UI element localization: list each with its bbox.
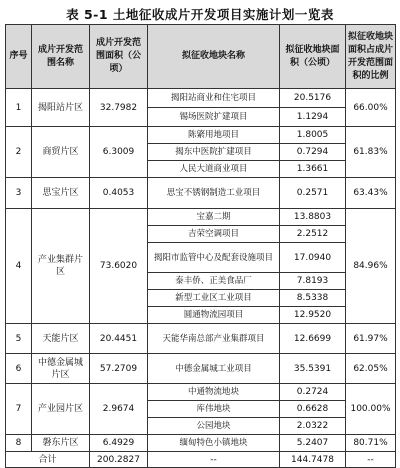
plot-name: 中通物流地块 (148, 384, 280, 401)
plot-area: 0.2724 (280, 384, 346, 401)
row-area: 6.4929 (90, 435, 148, 452)
row-ratio: 80.71% (346, 435, 396, 452)
header-plot-area: 拟征收地块面积（公顷） (280, 25, 346, 89)
row-no: 5 (6, 324, 32, 354)
row-area: 73.6020 (90, 209, 148, 324)
total-plot-area: 144.7478 (280, 452, 346, 468)
row-name: 产业集群片区 (32, 209, 90, 324)
header-no: 序号 (6, 25, 32, 89)
plot-name: 揭东中医院扩建项目 (148, 144, 280, 161)
plot-name: 缅甸特色小镇地块 (148, 435, 280, 452)
row-no: 6 (6, 354, 32, 384)
plot-area: 20.5176 (280, 89, 346, 108)
plot-area: 2.0322 (280, 418, 346, 435)
row-no: 7 (6, 384, 32, 435)
table-row (6, 127, 396, 144)
row-area: 0.4053 (90, 178, 148, 209)
plot-name: 天能华南总部产业集群项目 (148, 324, 280, 354)
row-ratio: 61.83% (346, 127, 396, 178)
row-ratio: 63.43% (346, 178, 396, 209)
plan-table (5, 24, 396, 468)
table-row (6, 209, 396, 226)
header-area: 成片开发范围面积（公顷） (90, 25, 148, 89)
row-area: 6.3009 (90, 127, 148, 178)
plot-name: 库伟地块 (148, 401, 280, 418)
table-row (6, 178, 396, 209)
plot-name: 吉荣空调项目 (148, 226, 280, 243)
row-name: 中德金属城片区 (32, 354, 90, 384)
plot-area: 35.5391 (280, 354, 346, 384)
plot-name: 思宝不锈钢制造工业项目 (148, 178, 280, 209)
plot-name: 泰丰侨、正美食品厂 (148, 273, 280, 290)
table-row (6, 354, 396, 384)
plot-area: 0.6628 (280, 401, 346, 418)
total-row (6, 452, 396, 468)
plot-area: 1.3661 (280, 161, 346, 178)
row-no: 4 (6, 209, 32, 324)
row-ratio: 84.96% (346, 209, 396, 324)
row-no: 1 (6, 89, 32, 127)
plot-name: 揭阳市监管中心及配套设施项目 (148, 243, 280, 273)
row-name: 商贸片区 (32, 127, 90, 178)
plot-area: 8.5338 (280, 290, 346, 307)
row-name: 揭阳站片区 (32, 89, 90, 127)
plot-name: 公园地块 (148, 418, 280, 435)
row-area: 57.2709 (90, 354, 148, 384)
row-area: 2.9674 (90, 384, 148, 435)
plot-name: 人民大道商业项目 (148, 161, 280, 178)
table-row (6, 89, 396, 108)
plot-name: 锡场医院扩建项目 (148, 108, 280, 127)
row-name: 天能片区 (32, 324, 90, 354)
plot-area: 0.2571 (280, 178, 346, 209)
row-name: 思宝片区 (32, 178, 90, 209)
plot-area: 2.2512 (280, 226, 346, 243)
plot-area: 17.0940 (280, 243, 346, 273)
header-name: 成片开发范围名称 (32, 25, 90, 89)
table-row (6, 324, 396, 354)
plot-area: 13.8803 (280, 209, 346, 226)
plot-area: 0.7294 (280, 144, 346, 161)
plot-name: 陈綮用地项目 (148, 127, 280, 144)
plot-name: 圆通物流园项目 (148, 307, 280, 324)
plot-name: 宝嘉二期 (148, 209, 280, 226)
total-ratio: -- (346, 452, 396, 468)
row-area: 20.4451 (90, 324, 148, 354)
row-name: 磐东片区 (32, 435, 90, 452)
plot-area: 5.2407 (280, 435, 346, 452)
row-ratio: 66.00% (346, 89, 396, 127)
row-area: 32.7982 (90, 89, 148, 127)
row-ratio: 100.00% (346, 384, 396, 435)
header-ratio: 拟征收地块面积占成片开发范围面积的比例 (346, 25, 396, 89)
row-no: 3 (6, 178, 32, 209)
plot-area: 12.6699 (280, 324, 346, 354)
total-label: 合计 (6, 452, 90, 468)
total-plot: -- (148, 452, 280, 468)
plot-name: 中德金属城工业项目 (148, 354, 280, 384)
plot-area: 1.1294 (280, 108, 346, 127)
plot-name: 揭阳站商业和住宅项目 (148, 89, 280, 108)
row-name: 产业园片区 (32, 384, 90, 435)
row-no: 8 (6, 435, 32, 452)
table-row (6, 384, 396, 401)
plot-name: 新型工业区工业项目 (148, 290, 280, 307)
row-ratio: 62.05% (346, 354, 396, 384)
plot-area: 1.8005 (280, 127, 346, 144)
row-ratio: 61.97% (346, 324, 396, 354)
table-title: 表 5-1 土地征收成片开发项目实施计划一览表 (66, 7, 334, 22)
plot-area: 12.9520 (280, 307, 346, 324)
total-area: 200.2827 (90, 452, 148, 468)
row-no: 2 (6, 127, 32, 178)
header-plot: 拟征收地块名称 (148, 25, 280, 89)
table-row (6, 435, 396, 452)
plot-area: 7.8193 (280, 273, 346, 290)
